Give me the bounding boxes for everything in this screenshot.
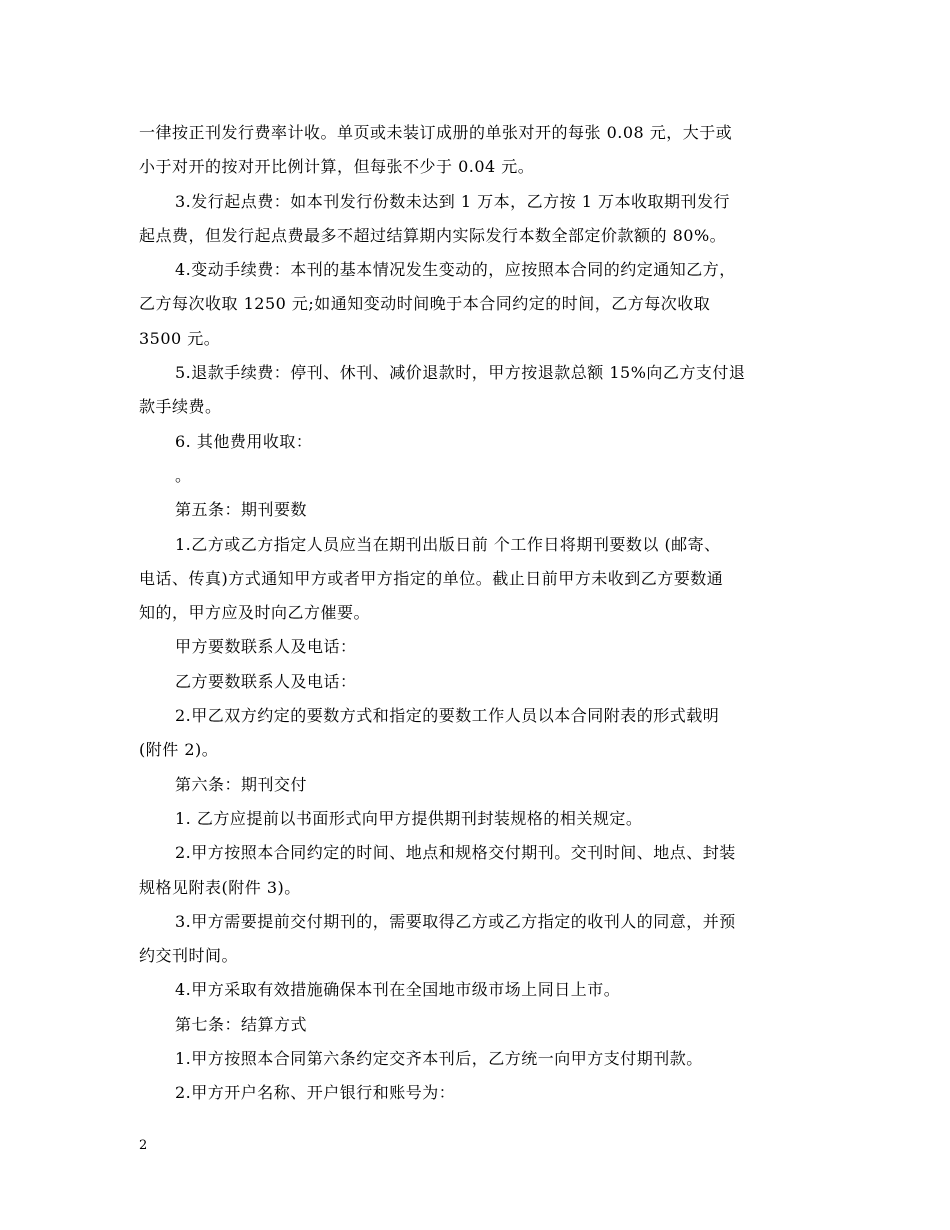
text-line: 4.变动手续费：本刊的基本情况发生变动的，应按照本合同的约定通知乙方， bbox=[175, 260, 736, 280]
text-line: 小于对开的按对开比例计算，但每张不少于 0.04 元。 bbox=[139, 157, 535, 177]
text-line: 款手续费。 bbox=[139, 397, 222, 417]
text-line: 乙方每次收取 1250 元;如通知变动时间晚于本合同约定的时间，乙方每次收取 bbox=[139, 294, 711, 314]
text-line: 3500 元。 bbox=[139, 328, 221, 348]
text-line: 3.甲方需要提前交付期刊的，需要取得乙方或乙方指定的收刊人的同意，并预 bbox=[175, 911, 736, 931]
text-line: 2.甲乙双方约定的要数方式和指定的要数工作人员以本合同附表的形式载明 bbox=[175, 706, 720, 726]
text-line: (附件 2)。 bbox=[139, 740, 219, 760]
text-line: 约交刊时间。 bbox=[139, 946, 239, 966]
text-line: 2.甲方开户名称、开户银行和账号为： bbox=[175, 1083, 456, 1103]
page-number: 2 bbox=[139, 1138, 148, 1153]
text-line: 2.甲方按照本合同约定的时间、地点和规格交付期刊。交刊时间、地点、封装 bbox=[175, 843, 736, 863]
text-line: 6. 其他费用收取： bbox=[175, 431, 313, 451]
text-line: 乙方要数联系人及电话： bbox=[175, 671, 357, 691]
text-line: 5.退款手续费：停刊、休刊、减价退款时，甲方按退款总额 15%向乙方支付退 bbox=[175, 363, 746, 383]
text-line: 第七条：结算方式 bbox=[175, 1014, 308, 1034]
text-line: 。 bbox=[175, 465, 192, 485]
text-line: 规格见附表(附件 3)。 bbox=[139, 877, 301, 897]
text-line: 甲方要数联系人及电话： bbox=[175, 637, 357, 657]
text-line: 1.甲方按照本合同第六条约定交齐本刊后，乙方统一向甲方支付期刊款。 bbox=[175, 1049, 703, 1069]
text-line: 第六条：期刊交付 bbox=[175, 774, 308, 794]
text-line: 4.甲方采取有效措施确保本刊在全国地市级市场上同日上市。 bbox=[175, 980, 621, 1000]
text-line: 起点费，但发行起点费最多不超过结算期内实际发行本数全部定价款额的 80%。 bbox=[139, 225, 727, 245]
text-line: 3.发行起点费：如本刊发行份数未达到 1 万本，乙方按 1 万本收取期刊发行 bbox=[175, 191, 730, 211]
text-line: 电话、传真)方式通知甲方或者甲方指定的单位。截止日前甲方未收到乙方要数通 bbox=[139, 568, 724, 588]
text-line: 1. 乙方应提前以书面形式向甲方提供期刊封装规格的相关规定。 bbox=[175, 808, 643, 828]
text-line: 1.乙方或乙方指定人员应当在期刊出版日前 个工作日将期刊要数以 (邮寄、 bbox=[175, 534, 721, 554]
document-body bbox=[139, 116, 814, 1111]
text-line: 一律按正刊发行费率计收。单页或未装订成册的单张对开的每张 0.08 元，大于或 bbox=[139, 123, 733, 142]
text-line: 知的，甲方应及时向乙方催要。 bbox=[139, 603, 371, 623]
text-line: 第五条：期刊要数 bbox=[175, 500, 308, 520]
